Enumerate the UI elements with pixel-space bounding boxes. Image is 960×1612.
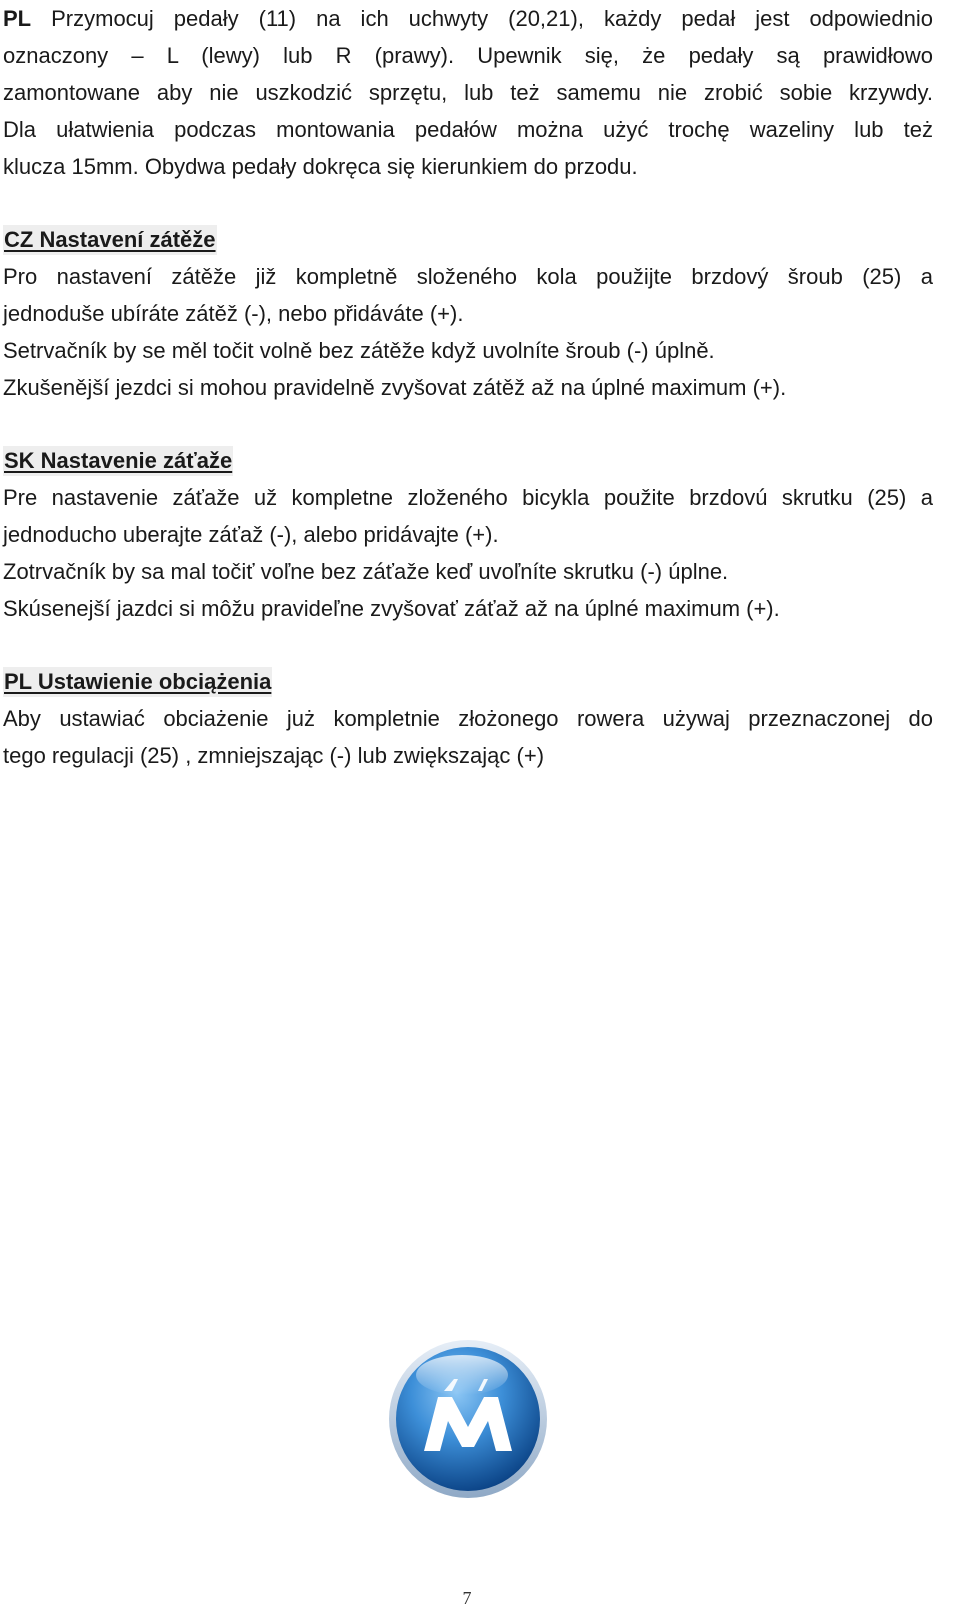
cz-line-4: Zkušenější jezdci si mohou pravidelně zvyšovat zátěž až na úplné maximum (+). bbox=[3, 375, 787, 400]
pl-mount-line-3: zamontowane aby nie uszkodzić sprzętu, lub też samemu nie zrobić sobie krzywdy. bbox=[3, 80, 933, 105]
cz-heading: CZ Nastavení zátěže bbox=[3, 225, 217, 255]
section-gap bbox=[3, 185, 933, 221]
logo-shine bbox=[416, 1355, 508, 1395]
sk-heading: SK Nastavenie záťaže bbox=[3, 446, 233, 476]
pl-load-section bbox=[3, 663, 933, 774]
pl-load-heading-line bbox=[3, 663, 933, 700]
cz-heading-line bbox=[3, 221, 933, 258]
cz-section bbox=[3, 221, 933, 406]
pl-mount-paragraph bbox=[3, 0, 933, 185]
pl-mount-code: PL bbox=[3, 6, 32, 31]
pl-load-line-1: Aby ustawiać obciażenie już kompletnie złożonego rowera używaj przeznaczonej do bbox=[3, 706, 933, 731]
sk-line-2: jednoducho uberajte záťaž (-), alebo pridávajte (+). bbox=[3, 522, 499, 547]
pl-mount-line-5: klucza 15mm. Obydwa pedały dokręca się kierunkiem do przodu. bbox=[3, 154, 638, 179]
document-page bbox=[3, 0, 933, 774]
pl-mount-line-1-text: Przymocuj pedały (11) na ich uchwyty (20,21), każdy pedał jest odpowiednio bbox=[51, 6, 933, 31]
cz-line-2: jednoduše ubíráte zátěž (-), nebo přidáváte (+). bbox=[3, 301, 464, 326]
pl-mount-line-4: Dla ułatwienia podczas montowania pedałów można użyć trochę wazeliny lub też bbox=[3, 117, 933, 142]
pl-mount-line-1 bbox=[3, 0, 933, 37]
sk-heading-line bbox=[3, 442, 933, 479]
page-number: 7 bbox=[462, 1588, 472, 1608]
section-gap bbox=[3, 627, 933, 663]
logo-icon bbox=[388, 1339, 548, 1499]
sk-line-3: Zotrvačník by sa mal točiť voľne bez záťaže keď uvoľníte skrutku (-) úplne. bbox=[3, 559, 729, 584]
sk-section bbox=[3, 442, 933, 627]
sk-line-4: Skúsenejší jazdci si môžu pravideľne zvyšovať záťaž až na úplné maximum (+). bbox=[3, 596, 780, 621]
pl-mount-line-2: oznaczony – L (lewy) lub R (prawy). Upewnik się, że pedały są prawidłowo bbox=[3, 43, 933, 68]
cz-line-1: Pro nastavení zátěže již kompletně složeného kola použijte brzdový šroub (25) a bbox=[3, 264, 933, 289]
pl-load-heading: PL Ustawienie obciążenia bbox=[3, 667, 272, 697]
sk-line-1: Pre nastavenie záťaže už kompletne zloženého bicykla použite brzdovú skrutku (25) a bbox=[3, 485, 933, 510]
pl-load-line-2: tego regulacji (25) , zmniejszając (-) lub zwiększając (+) bbox=[3, 743, 545, 768]
section-gap bbox=[3, 406, 933, 442]
cz-line-3: Setrvačník by se měl točit volně bez zátěže když uvolníte šroub (-) úplně. bbox=[3, 338, 715, 363]
brand-logo bbox=[388, 1339, 548, 1499]
